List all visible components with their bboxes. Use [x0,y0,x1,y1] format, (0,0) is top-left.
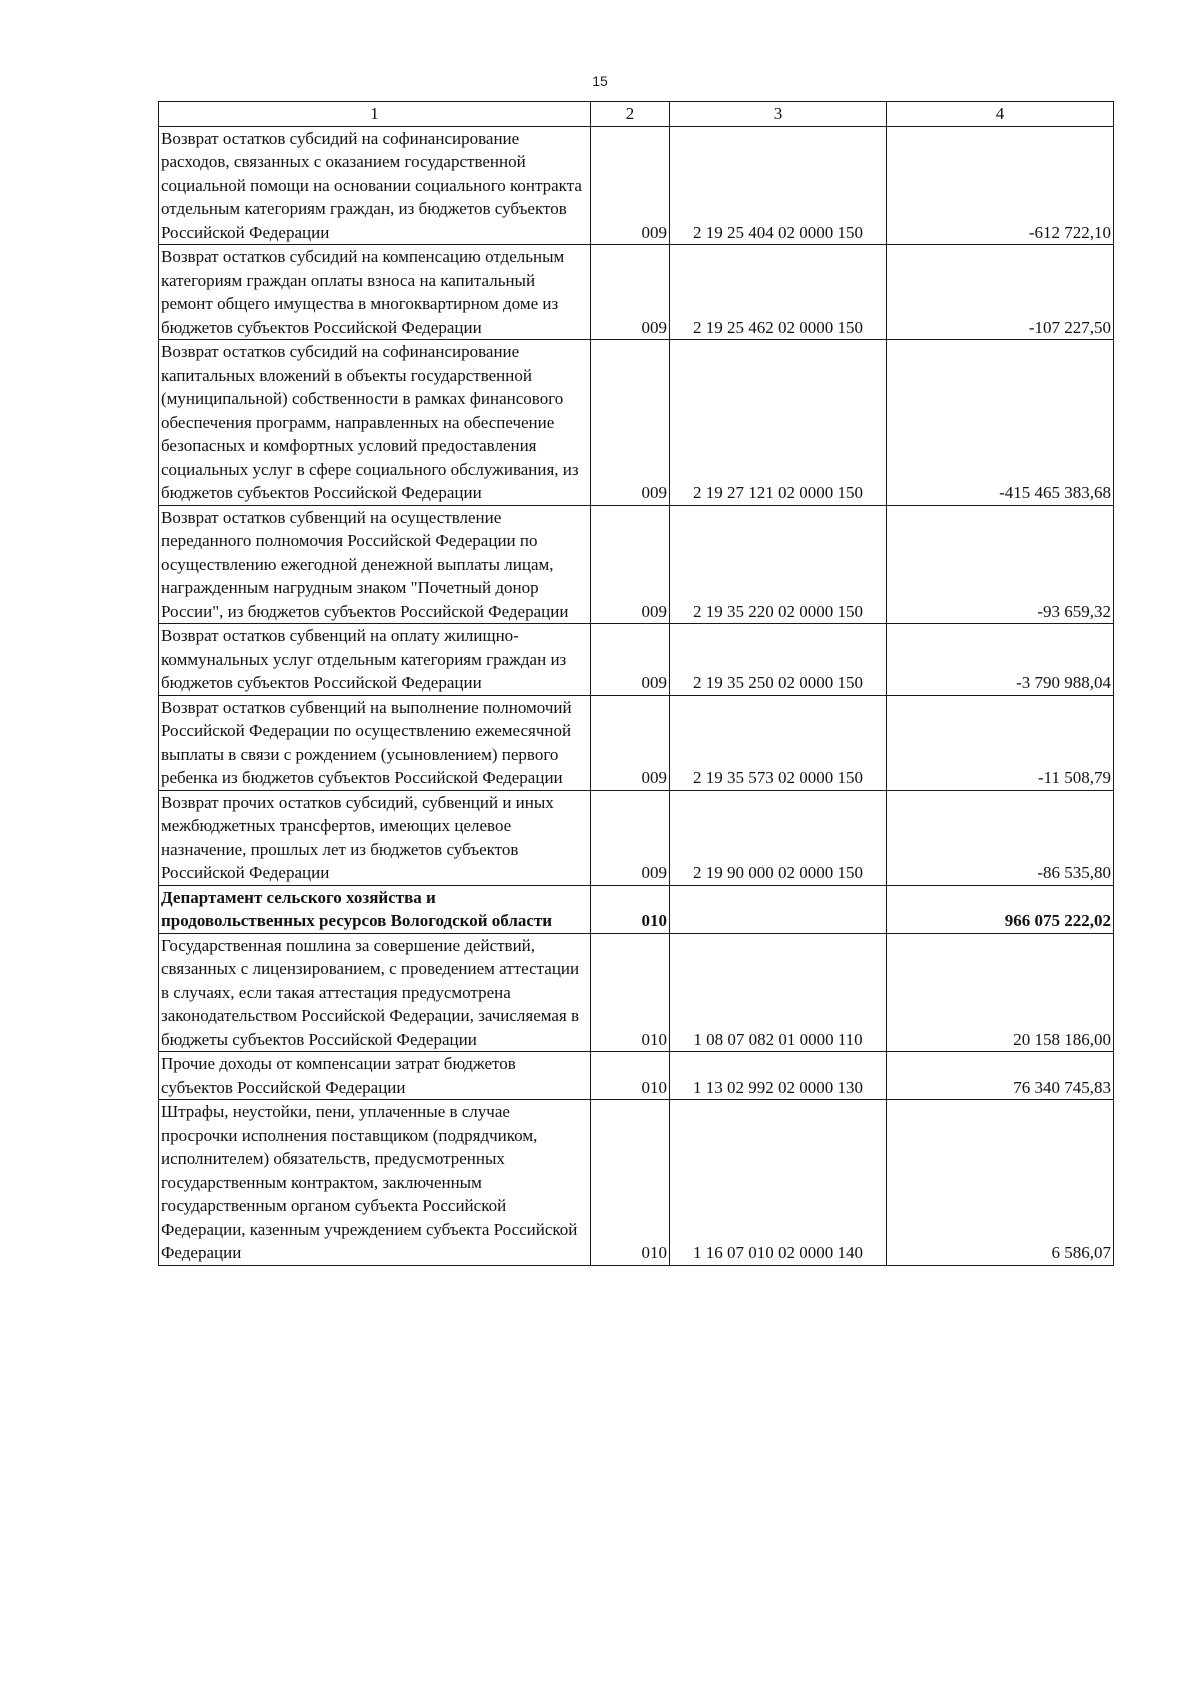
table-row [159,885,1114,933]
page-number: 15 [592,73,608,89]
row-amount-cell: 966 075 222,02 [887,885,1114,933]
row-budget-code-cell: 2 19 25 404 02 0000 150 [670,126,887,245]
table-row [159,1052,1114,1100]
revenue-table [158,101,1114,1266]
row-name-cell: Возврат остатков субвенций на оплату жилищно-коммунальных услуг отдельным категориям граждан из бюджетов субъектов Российской Федерации [159,624,591,696]
row-name-cell: Возврат остатков субсидий на софинансирование расходов, связанных с оказанием государственной социальной помощи на основании социального контракта отдельным категориям граждан, из бюджетов субъектов Российской Федерации [159,126,591,245]
table-row [159,245,1114,340]
row-name-cell: Возврат остатков субсидий на софинансирование капитальных вложений в объекты государственной (муниципальной) собственности в рамках финансового обеспечения программ, направленных на обеспечение безопасных и комфортных условий предоставления социальных услуг в сфере социального обслуживания, из бюджетов субъектов Российской Федерации [159,340,591,506]
row-amount-cell: -415 465 383,68 [887,340,1114,506]
table-row [159,790,1114,885]
row-admin-code-cell: 009 [591,505,670,624]
table-row [159,505,1114,624]
row-name-cell: Возврат остатков субвенций на осуществление переданного полномочия Российской Федерации по осуществлению ежегодной денежной выплаты лицам, награжденным нагрудным знаком "Почетный донор России", из бюджетов субъектов Российской Федерации [159,505,591,624]
table-row [159,126,1114,245]
row-amount-cell: 20 158 186,00 [887,933,1114,1052]
row-admin-code-cell: 010 [591,1100,670,1266]
row-budget-code-cell: 2 19 27 121 02 0000 150 [670,340,887,506]
row-amount-cell: -86 535,80 [887,790,1114,885]
row-name-cell: Государственная пошлина за совершение действий, связанных с лицензированием, с проведением аттестации в случаях, если такая аттестация предусмотрена законодательством Российской Федерации, зачисляемая в бюджеты субъектов Российской Федерации [159,933,591,1052]
row-name-cell: Департамент сельского хозяйства и продовольственных ресурсов Вологодской области [159,885,591,933]
row-budget-code-cell: 2 19 25 462 02 0000 150 [670,245,887,340]
row-budget-code-cell: 1 16 07 010 02 0000 140 [670,1100,887,1266]
column-header-4: 4 [887,102,1114,127]
row-name-cell: Прочие доходы от компенсации затрат бюджетов субъектов Российской Федерации [159,1052,591,1100]
row-amount-cell: -107 227,50 [887,245,1114,340]
row-amount-cell: -612 722,10 [887,126,1114,245]
table-row [159,933,1114,1052]
row-amount-cell: 6 586,07 [887,1100,1114,1266]
table-row [159,695,1114,790]
row-admin-code-cell: 009 [591,126,670,245]
row-admin-code-cell: 009 [591,695,670,790]
row-admin-code-cell: 009 [591,340,670,506]
table-row [159,624,1114,696]
row-budget-code-cell: 2 19 35 220 02 0000 150 [670,505,887,624]
row-name-cell: Возврат остатков субвенций на выполнение полномочий Российской Федерации по осуществлению ежемесячной выплаты в связи с рождением (усыновлением) первого ребенка из бюджетов субъектов Российской Федерации [159,695,591,790]
table-row [159,340,1114,506]
row-name-cell: Штрафы, неустойки, пени, уплаченные в случае просрочки исполнения поставщиком (подрядчиком, исполнителем) обязательств, предусмотренных государственным контрактом, заключенным государственным органом субъекта Российской Федерации, казенным учреждением субъекта Российской Федерации [159,1100,591,1266]
row-admin-code-cell: 010 [591,933,670,1052]
row-name-cell: Возврат остатков субсидий на компенсацию отдельным категориям граждан оплаты взноса на капитальный ремонт общего имущества в многоквартирном доме из бюджетов субъектов Российской Федерации [159,245,591,340]
column-header-1: 1 [159,102,591,127]
row-amount-cell: -3 790 988,04 [887,624,1114,696]
column-header-3: 3 [670,102,887,127]
row-amount-cell: -93 659,32 [887,505,1114,624]
row-budget-code-cell: 2 19 35 573 02 0000 150 [670,695,887,790]
row-budget-code-cell [670,885,887,933]
row-admin-code-cell: 009 [591,624,670,696]
column-header-2: 2 [591,102,670,127]
row-budget-code-cell: 2 19 35 250 02 0000 150 [670,624,887,696]
table-row [159,1100,1114,1266]
row-name-cell: Возврат прочих остатков субсидий, субвенций и иных межбюджетных трансфертов, имеющих целевое назначение, прошлых лет из бюджетов субъектов Российской Федерации [159,790,591,885]
table-header-row [159,102,1114,127]
row-budget-code-cell: 1 08 07 082 01 0000 110 [670,933,887,1052]
row-budget-code-cell: 2 19 90 000 02 0000 150 [670,790,887,885]
row-amount-cell: 76 340 745,83 [887,1052,1114,1100]
row-budget-code-cell: 1 13 02 992 02 0000 130 [670,1052,887,1100]
row-admin-code-cell: 010 [591,885,670,933]
row-admin-code-cell: 009 [591,245,670,340]
row-admin-code-cell: 009 [591,790,670,885]
row-amount-cell: -11 508,79 [887,695,1114,790]
table-body [159,126,1114,1265]
row-admin-code-cell: 010 [591,1052,670,1100]
